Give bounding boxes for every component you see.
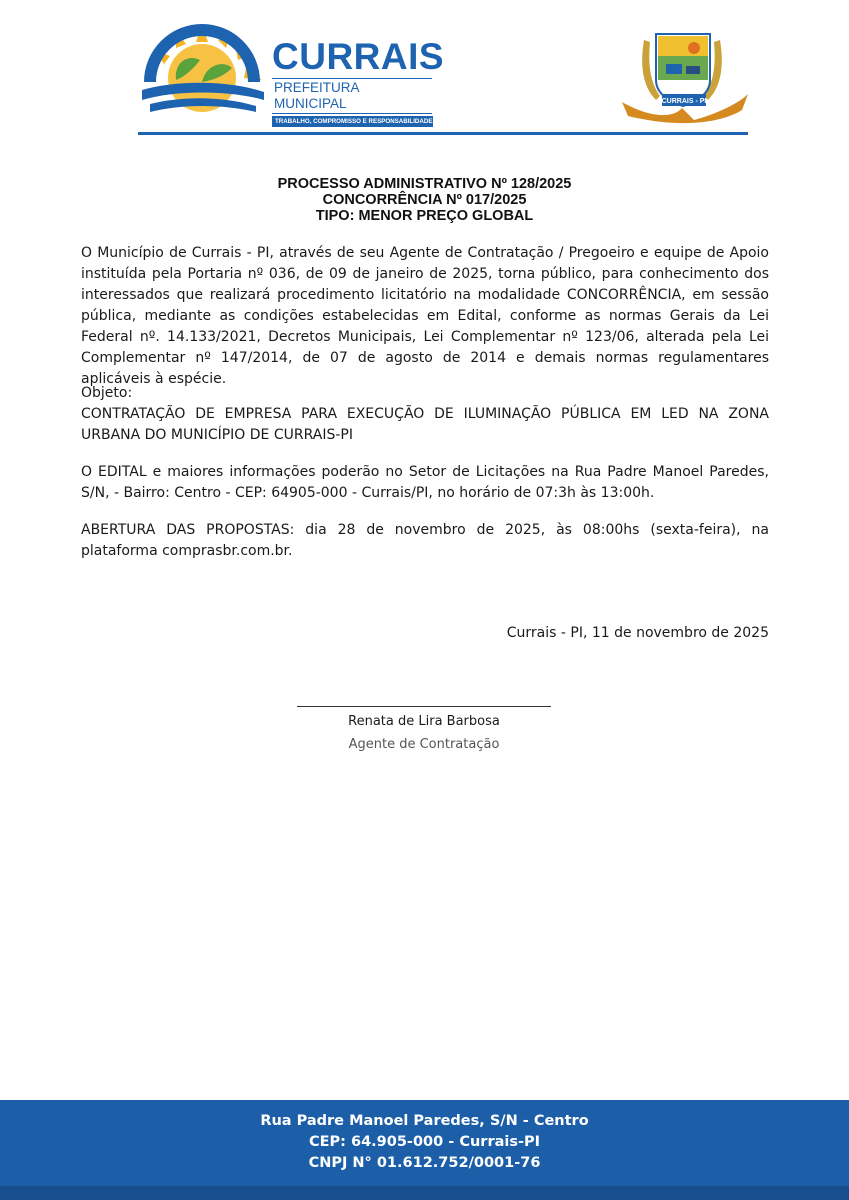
signatory-name: Renata de Lira Barbosa <box>348 714 500 729</box>
intro-paragraph: O Município de Currais - PI, através de seu Agente de Contratação / Pregoeiro e equipe de Apoio instituída pela Portaria nº 036, de 09 de janeiro de 2025, torna público, para conhecimento dos interessados que realizará procedimento licitatório na modalidade CONCORRÊNCIA, em sessão pública, mediante as condições estabelecidas em Edital, conforme as normas Gerais da Lei Federal nº. 14.133/2021, Decretos Municipais, Lei Complementar nº 123/06, alterada pela Lei Complementar nº 147/2014, de 07 de agosto de 2014 e demais normas regulamentares aplicáveis à espécie. <box>81 245 769 387</box>
title-type: TIPO: MENOR PREÇO GLOBAL <box>315 208 534 224</box>
brand-block <box>272 38 444 127</box>
municipal-crest-icon <box>616 24 750 124</box>
footer-bottom-strip <box>0 1186 849 1200</box>
brand-subtitle: PREFEITURA MUNICIPAL <box>272 78 432 114</box>
brand-motto: TRABALHO, COMPROMISSO E RESPONSABILIDADE <box>272 116 433 127</box>
object-text: CONTRATAÇÃO DE EMPRESA PARA EXECUÇÃO DE ILUMINAÇÃO PÚBLICA EM LED NA ZONA URBANA DO MUNICÍPIO DE CURRAIS-PI <box>81 406 769 443</box>
signatory-role: Agente de Contratação <box>348 737 500 752</box>
sun-leaf-logo-icon <box>136 20 268 120</box>
footer-cnpj: CNPJ N° 01.612.752/0001-76 <box>308 1155 541 1171</box>
opening-paragraph: ABERTURA DAS PROPOSTAS: dia 28 de novembro de 2025, às 08:00hs (sexta-feira), na plataforma comprasbr.com.br. <box>81 522 769 559</box>
title-process-number: PROCESSO ADMINISTRATIVO Nº 128/2025 <box>277 176 572 192</box>
edital-paragraph: O EDITAL e maiores informações poderão no Setor de Licitações na Rua Padre Manoel Paredes, S/N, - Bairro: Centro - CEP: 64905-000 - Currais/PI, no horário de 07:3h às 13:00h. <box>81 464 769 501</box>
object-section <box>81 383 769 446</box>
footer-address: Rua Padre Manoel Paredes, S/N - Centro <box>260 1113 589 1129</box>
brand-name: CURRAIS <box>272 36 445 77</box>
footer-band <box>0 1100 849 1200</box>
letterhead <box>0 0 849 140</box>
header-divider <box>138 132 748 135</box>
document-date: Currais - PI, 11 de novembro de 2025 <box>506 625 769 641</box>
document-title <box>0 176 849 224</box>
footer-cep: CEP: 64.905-000 - Currais-PI <box>308 1134 541 1150</box>
title-concorrencia-number: CONCORRÊNCIA Nº 017/2025 <box>322 192 527 208</box>
object-label: Objeto: <box>81 385 133 401</box>
footer-contact <box>0 1111 849 1174</box>
signature-line <box>297 706 551 707</box>
crest-label: CURRAIS - PI <box>661 98 707 105</box>
